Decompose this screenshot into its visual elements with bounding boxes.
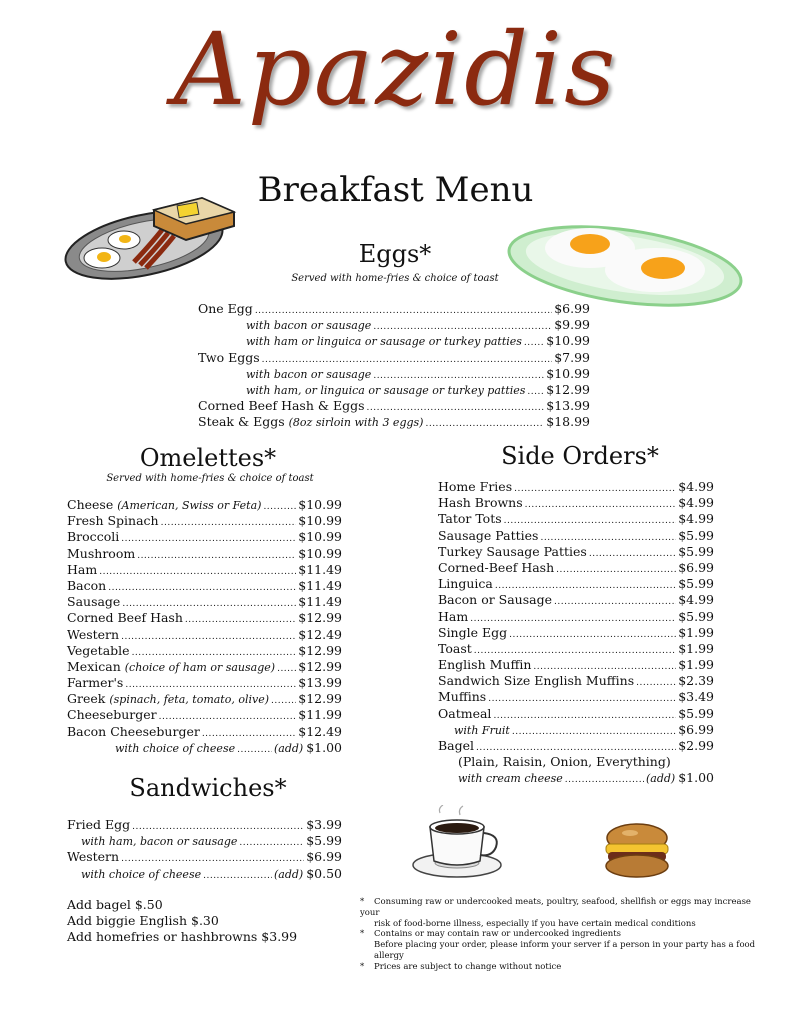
- list-item: Fresh Spinach ..... $10.99: [67, 513, 342, 529]
- list-item: with ham, or linguica or sausage or turkey patties ..... $12.99: [198, 382, 590, 398]
- omelettes-list: [67, 497, 342, 756]
- list-item: with ham or linguica or sausage or turkey patties ..... $10.99: [198, 333, 590, 349]
- list-item: Bagel ..... $2.99: [438, 738, 714, 754]
- list-item: Corned Beef Hash & Eggs ..... $13.99: [198, 398, 590, 414]
- list-item: Ham ..... $5.99: [438, 609, 714, 625]
- list-item: with cream cheese ..... (add) $1.00: [438, 770, 714, 786]
- eggs-note: Served with home-fries & choice of toast: [291, 273, 499, 284]
- footnote: * Contains or may contain raw or undercooked ingredients Before placing your order, please inform your server if a person in your party has a food allergy: [360, 929, 756, 961]
- list-item: with bacon or sausage ..... $10.99: [198, 366, 590, 382]
- bagel-types: (Plain, Raisin, Onion, Everything): [458, 754, 671, 770]
- list-item: Steak & Eggs (8oz sirloin with 3 eggs) ..... $18.99: [198, 414, 590, 430]
- sides-list: [438, 479, 714, 787]
- list-item: English Muffin ..... $1.99: [438, 657, 714, 673]
- list-item: Vegetable ..... $12.99: [67, 643, 342, 659]
- list-item: with Fruit ..... $6.99: [438, 722, 714, 738]
- list-item: Tator Tots ..... $4.99: [438, 511, 714, 527]
- list-item: with choice of cheese ..... (add) $0.50: [67, 866, 342, 882]
- list-item: Cheese (American, Swiss or Feta) ..... $10.99: [67, 497, 342, 513]
- eggs-list: [198, 301, 590, 431]
- list-item: Toast ..... $1.99: [438, 641, 714, 657]
- footnote: * Consuming raw or undercooked meats, poultry, seafood, shellfish or eggs may increase your risk of food-borne illness, especially if you have certain medical conditions: [360, 897, 751, 929]
- list-item: Sandwich Size English Muffins ..... $2.39: [438, 673, 714, 689]
- brand-logo: Apazidis: [173, 11, 618, 128]
- list-item: Single Egg ..... $1.99: [438, 625, 714, 641]
- list-item: Mexican (choice of ham or sausage) ..... $12.99: [67, 659, 342, 675]
- list-item: Hash Browns ..... $4.99: [438, 495, 714, 511]
- list-item: Broccoli ..... $10.99: [67, 529, 342, 545]
- breakfast-plate-icon: [62, 190, 242, 280]
- addon-item: Add biggie English $.30: [67, 913, 219, 929]
- list-item: Corned-Beef Hash ..... $6.99: [438, 560, 714, 576]
- list-item: Greek (spinach, feta, tomato, olive) ..... $12.99: [67, 691, 342, 707]
- breakfast-sandwich-icon: [600, 820, 675, 880]
- fried-eggs-plate-icon: [505, 218, 745, 313]
- list-item: Bacon or Sausage ..... $4.99: [438, 592, 714, 608]
- coffee-cup-icon: [410, 805, 505, 880]
- list-item: with bacon or sausage ..... $9.99: [198, 317, 590, 333]
- addon-item: Add bagel $.50: [67, 897, 163, 912]
- list-item: Two Eggs ..... $7.99: [198, 350, 590, 366]
- list-item: Sausage Patties ..... $5.99: [438, 528, 714, 544]
- list-item: Home Fries ..... $4.99: [438, 479, 714, 495]
- sides-title: Side Orders*: [501, 442, 659, 470]
- list-item: Bacon Cheeseburger ..... $12.49: [67, 724, 342, 740]
- page-title: Breakfast Menu: [257, 170, 534, 210]
- omelettes-note: Served with home-fries & choice of toast: [106, 473, 314, 484]
- list-item: One Egg ..... $6.99: [198, 301, 590, 317]
- addon-item: Add homefries or hashbrowns $3.99: [67, 929, 298, 945]
- list-item: Cheeseburger ..... $11.99: [67, 707, 342, 723]
- list-item: Sausage ..... $11.49: [67, 594, 342, 610]
- sandwiches-title: Sandwiches*: [129, 774, 287, 802]
- list-item: Mushroom ..... $10.99: [67, 546, 342, 562]
- addons-list: [67, 897, 327, 946]
- list-item: Linguica ..... $5.99: [438, 576, 714, 592]
- list-item: Western ..... $12.49: [67, 627, 342, 643]
- sandwiches-list: [67, 817, 342, 882]
- list-item: with ham, bacon or sausage ..... $5.99: [67, 833, 342, 849]
- list-item: Turkey Sausage Patties ..... $5.99: [438, 544, 714, 560]
- list-item: with choice of cheese ..... (add) $1.00: [67, 740, 342, 756]
- list-item: Muffins ..... $3.49: [438, 689, 714, 705]
- omelettes-title: Omelettes*: [139, 444, 277, 472]
- list-item: Western ..... $6.99: [67, 849, 342, 865]
- list-item: Fried Egg ..... $3.99: [67, 817, 342, 833]
- eggs-title: Eggs*: [358, 240, 432, 268]
- list-item: Bacon ..... $11.49: [67, 578, 342, 594]
- list-item: Farmer's ..... $13.99: [67, 675, 342, 691]
- list-item: Corned Beef Hash ..... $12.99: [67, 610, 342, 626]
- footnote: * Prices are subject to change without notice: [360, 962, 562, 972]
- list-item: Ham ..... $11.49: [67, 562, 342, 578]
- list-item: Oatmeal ..... $5.99: [438, 706, 714, 722]
